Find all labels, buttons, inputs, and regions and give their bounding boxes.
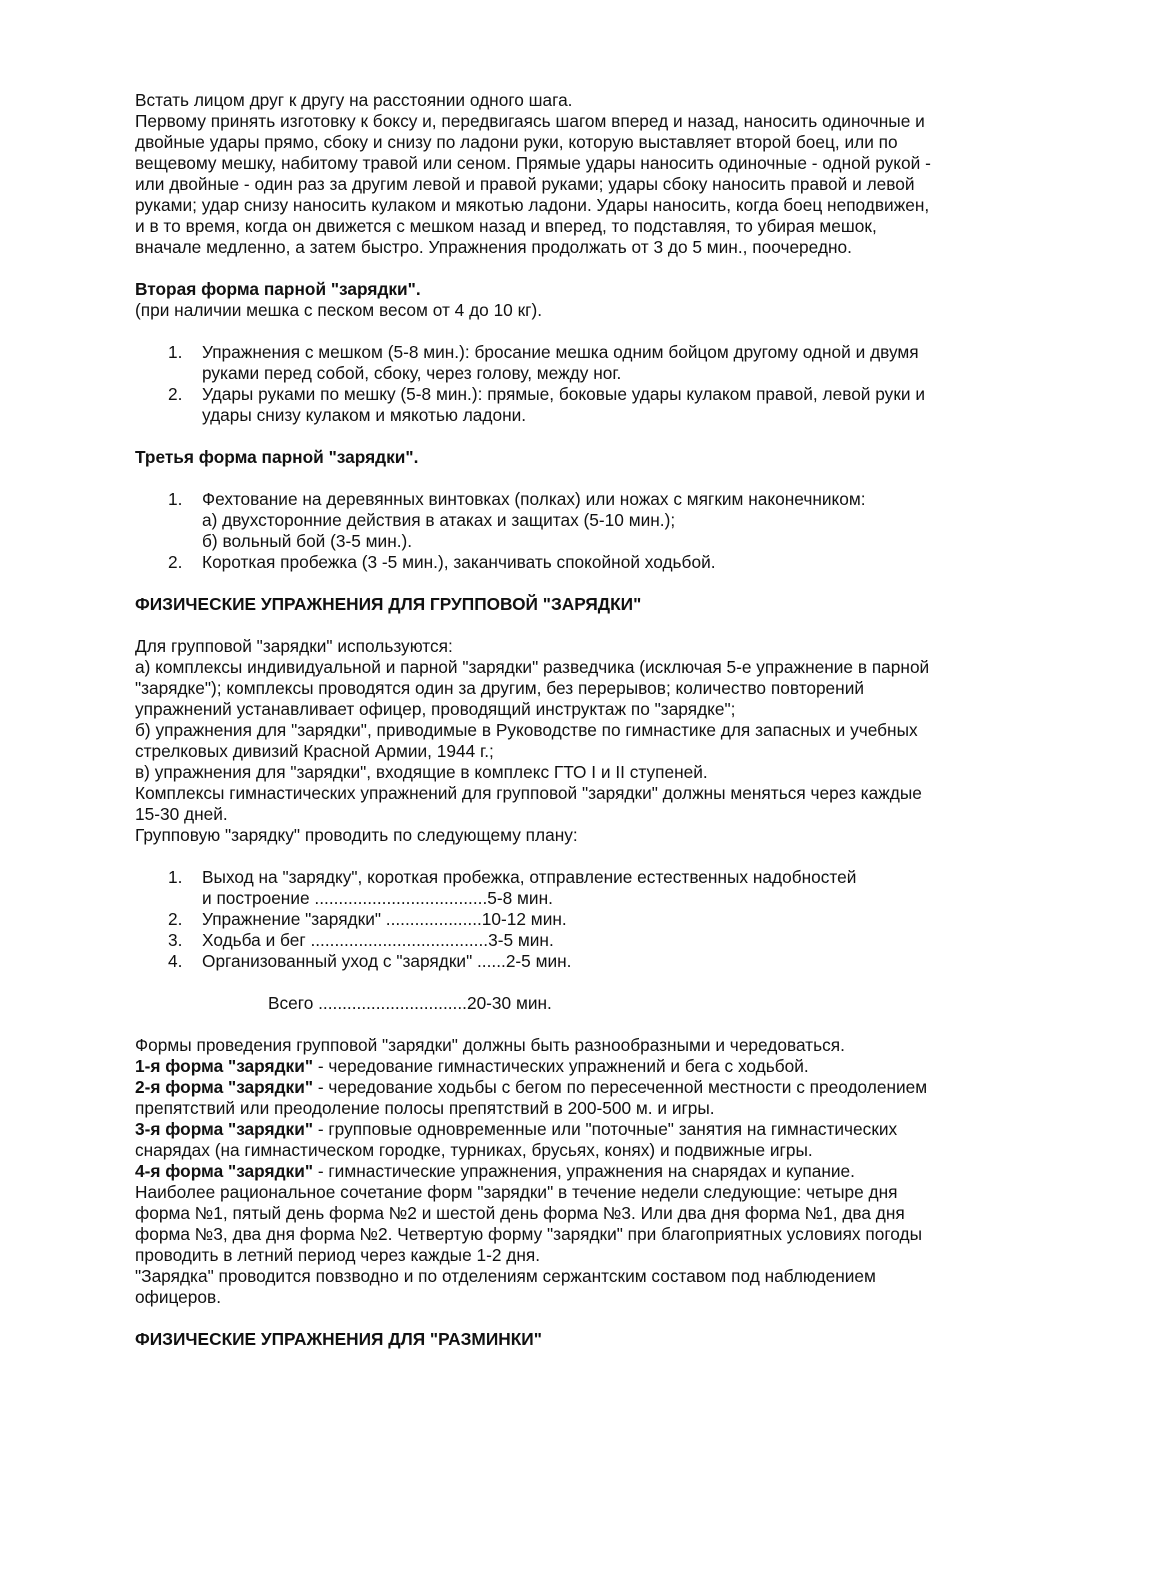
text-line: Фехтование на деревянных винтовках (полках) или ножах с мягким наконечником: bbox=[202, 489, 866, 509]
text-line: форма №3, два дня форма №2. Четвертую форму "зарядки" при благоприятных условиях погоды bbox=[135, 1224, 922, 1244]
text-line: а) двухсторонние действия в атаках и защитах (5-10 мин.); bbox=[202, 510, 676, 530]
text-line: Ходьба и бег .....................................3-5 мин. bbox=[202, 930, 554, 950]
text-line: Упражнение "зарядки" ....................10-12 мин. bbox=[202, 909, 567, 929]
text-line: 15-30 дней. bbox=[135, 804, 228, 824]
form-entry bbox=[135, 1056, 1023, 1077]
text-line: препятствий или преодоление полосы препятствий в 200-500 м. и игры. bbox=[135, 1098, 715, 1118]
text-line: Комплексы гимнастических упражнений для групповой "зарядки" должны меняться через каждые bbox=[135, 783, 922, 803]
text-line: или двойные - один раз за другим левой и правой руками; удары сбоку наносить правой и левой bbox=[135, 174, 915, 194]
list-number: 2. bbox=[168, 552, 183, 572]
text-line: двойные удары прямо, сбоку и снизу по ладони руки, которую выставляет второй боец, или по bbox=[135, 132, 898, 152]
list-number: 2. bbox=[168, 909, 183, 929]
list-item bbox=[135, 930, 1023, 951]
form-label: 3-я форма "зарядки" bbox=[135, 1119, 314, 1139]
intro-paragraph bbox=[135, 90, 1023, 258]
text-line: в) упражнения для "зарядки", входящие в комплекс ГТО I и II ступеней. bbox=[135, 762, 708, 782]
form-label: 4-я форма "зарядки" bbox=[135, 1161, 314, 1181]
form-text: - чередование гимнастических упражнений и бега с ходьбой. bbox=[313, 1056, 809, 1076]
section-heading: Третья форма парной "зарядки". bbox=[135, 447, 419, 467]
text-line: и построение ....................................5-8 мин. bbox=[202, 888, 553, 908]
text-line: руками перед собой, сбоку, через голову, между ног. bbox=[202, 363, 622, 383]
list-item bbox=[135, 951, 1023, 972]
text-line: Организованный уход с "зарядки" ......2-5 мин. bbox=[202, 951, 572, 971]
text-line: вещевому мешку, набитому травой или сеном. Прямые удары наносить одиночные - одной рукой - bbox=[135, 153, 931, 173]
list-number: 3. bbox=[168, 930, 183, 950]
second-form-list bbox=[135, 342, 1023, 426]
text-line: офицеров. bbox=[135, 1287, 222, 1307]
text-line: Первому принять изготовку к боксу и, передвигаясь шагом вперед и назад, наносить одиночные и bbox=[135, 111, 925, 131]
text-line: Короткая пробежка (3 -5 мин.), заканчивать спокойной ходьбой. bbox=[202, 552, 716, 572]
text-line: проводить в летний период через каждые 1-2 дня. bbox=[135, 1245, 541, 1265]
list-number: 2. bbox=[168, 384, 183, 404]
warmup-section bbox=[135, 1329, 1023, 1350]
list-item bbox=[135, 342, 1023, 384]
text-line: и в то время, когда он движется с мешком назад и вперед, то подставляя, то убирая мешок, bbox=[135, 216, 877, 236]
text-line: удары снизу кулаком и мякотью ладони. bbox=[202, 405, 527, 425]
list-item bbox=[135, 552, 1023, 573]
text-line: б) вольный бой (3-5 мин.). bbox=[202, 531, 413, 551]
list-number: 1. bbox=[168, 342, 183, 362]
section-heading: ФИЗИЧЕСКИЕ УПРАЖНЕНИЯ ДЛЯ ГРУППОВОЙ "ЗАРЯДКИ" bbox=[135, 594, 642, 614]
text-line: Выход на "зарядку", короткая пробежка, отправление естественных надобностей bbox=[202, 867, 857, 887]
text-line: а) комплексы индивидуальной и парной "зарядки" разведчика (исключая 5-е упражнение в парной bbox=[135, 657, 930, 677]
text-line: руками; удар снизу наносить кулаком и мякотью ладони. Удары наносить, когда боец неподвижен, bbox=[135, 195, 930, 215]
text-line: вначале медленно, а затем быстро. Упражнения продолжать от 3 до 5 мин., поочередно. bbox=[135, 237, 852, 257]
section-subheading: (при наличии мешка с песком весом от 4 до 10 кг). bbox=[135, 300, 543, 320]
list-number: 4. bbox=[168, 951, 183, 971]
third-form-list bbox=[135, 489, 1023, 573]
list-item bbox=[135, 384, 1023, 426]
form-entry bbox=[135, 1161, 1023, 1182]
group-section bbox=[135, 594, 1023, 615]
text-line: "зарядке"); комплексы проводятся один за другим, без перерывов; количество повторений bbox=[135, 678, 865, 698]
text-line: Всего ...............................20-30 мин. bbox=[268, 993, 552, 1013]
list-number: 1. bbox=[168, 489, 183, 509]
text-line: Упражнения с мешком (5-8 мин.): бросание мешка одним бойцом другому одной и двумя bbox=[202, 342, 919, 362]
text-line: стрелковых дивизий Красной Армии, 1944 г.; bbox=[135, 741, 494, 761]
form-text: - групповые одновременные или "поточные" занятия на гимнастических bbox=[313, 1119, 898, 1139]
text-line: форма №1, пятый день форма №2 и шестой день форма №3. Или два дня форма №1, два дня bbox=[135, 1203, 905, 1223]
group-paragraph bbox=[135, 636, 1023, 846]
list-item bbox=[135, 489, 1023, 552]
text-line: Наиболее рациональное сочетание форм "зарядки" в течение недели следующие: четыре дня bbox=[135, 1182, 898, 1202]
section-heading: ФИЗИЧЕСКИЕ УПРАЖНЕНИЯ ДЛЯ "РАЗМИНКИ" bbox=[135, 1329, 542, 1349]
form-entry bbox=[135, 1077, 1023, 1098]
text-line: б) упражнения для "зарядки", приводимые в Руководстве по гимнастике для запасных и учебных bbox=[135, 720, 918, 740]
list-number: 1. bbox=[168, 867, 183, 887]
text-line: упражнений устанавливает офицер, проводящий инструктаж по "зарядке"; bbox=[135, 699, 736, 719]
list-item bbox=[135, 867, 1023, 909]
section-heading: Вторая форма парной "зарядки". bbox=[135, 279, 421, 299]
form-text: - гимнастические упражнения, упражнения на снарядах и купание. bbox=[313, 1161, 855, 1181]
text-line: снарядах (на гимнастическом городке, турниках, брусьях, конях) и подвижные игры. bbox=[135, 1140, 813, 1160]
form-label: 2-я форма "зарядки" bbox=[135, 1077, 314, 1097]
plan-total bbox=[135, 993, 1023, 1014]
form-label: 1-я форма "зарядки" bbox=[135, 1056, 314, 1076]
list-item bbox=[135, 909, 1023, 930]
text-line: Групповую "зарядку" проводить по следующему плану: bbox=[135, 825, 578, 845]
text-line: "Зарядка" проводится повзводно и по отделениям сержантским составом под наблюдением bbox=[135, 1266, 876, 1286]
text-line: Встать лицом друг к другу на расстоянии одного шага. bbox=[135, 90, 573, 110]
second-form-section bbox=[135, 279, 1023, 321]
forms-paragraph bbox=[135, 1035, 1023, 1308]
form-entry bbox=[135, 1119, 1023, 1140]
group-plan-list bbox=[135, 867, 1023, 972]
text-line: Формы проведения групповой "зарядки" должны быть разнообразными и чередоваться. bbox=[135, 1035, 845, 1055]
text-line: Удары руками по мешку (5-8 мин.): прямые, боковые удары кулаком правой, левой руки и bbox=[202, 384, 925, 404]
third-form-section bbox=[135, 447, 1023, 468]
text-line: Для групповой "зарядки" используются: bbox=[135, 636, 453, 656]
form-text: - чередование ходьбы с бегом по пересеченной местности с преодолением bbox=[313, 1077, 928, 1097]
